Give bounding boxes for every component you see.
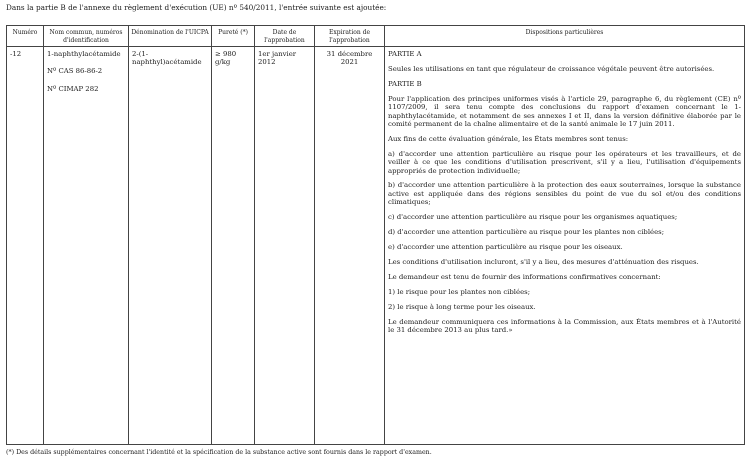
table-row: [7, 47, 745, 445]
provision-item-2: 2) le risque à long terme pour les oiseaux.: [388, 302, 536, 311]
provision-paragraph: Aux fins de cette évaluation générale, les États membres sont tenus:: [388, 134, 629, 143]
cell-numero: -12: [7, 47, 44, 445]
provision-item-c: c) d'accorder une attention particulière au risque pour les organismes aquatiques;: [388, 213, 678, 222]
cell-expiry-date: 31 décembre 2021: [315, 47, 385, 445]
provision-paragraph: Le demandeur communiquera ces informations à la Commission, aux États membres et à l'Autorité le 31 décembre 2013 au plus tard.»: [388, 317, 741, 334]
header-expiry-date: Expiration de l'approbation: [315, 26, 385, 47]
provision-paragraph: Pour l'application des principes uniformes visés à l'article 29, paragraphe 6, du règlement (CE) nº 1107/2009, il sera tenu compte des conclusions du rapport d'examen concernant le 1-naphthylacétamide, et notamment de ses annexes I et II, dans la version définitive élaborée par le comité permanent de la chaîne alimentaire et de la santé animale le 17 juin 2011.: [388, 94, 741, 128]
provision-item-e: e) d'accorder une attention particulière au risque pour les oiseaux.: [388, 243, 623, 251]
intro-text: Dans la partie B de l'annexe du règlement d'exécution (UE) nº 540/2011, l'entrée suivante est ajoutée:: [6, 3, 387, 12]
header-numero: Numéro: [7, 26, 44, 47]
provision-part-b-heading: PARTIE B: [388, 79, 422, 88]
cell-iupac-name: 2-(1-naphthyl)acétamide: [129, 47, 212, 445]
substance-name: 1-naphthylacétamide: [47, 50, 121, 58]
provision-item-a: a) d'accorder une attention particulière au risque pour les opérateurs et les travailleurs, et de veiller à ce que les conditions d'utilisation prescrivent, s'il y a lieu, l'utilisation d'équipements appropriés de protection individuelle;: [388, 149, 741, 175]
provision-paragraph: Seules les utilisations en tant que régulateur de croissance végétale peuvent être autorisées.: [388, 64, 715, 73]
cell-purity: ≥ 980 g/kg: [212, 47, 255, 445]
provision-item-d: d) d'accorder une attention particulière au risque pour les plantes non ciblées;: [388, 228, 665, 237]
provision-paragraph: Les conditions d'utilisation incluront, s'il y a lieu, des mesures d'atténuation des risques.: [388, 257, 699, 266]
header-iupac-name: Dénomination de l'UICPA: [129, 26, 212, 47]
cimap-number: Nº CIMAP 282: [47, 84, 99, 93]
header-purity: Pureté (*): [212, 26, 255, 47]
header-common-name: Nom commun, numéros d'identification: [44, 26, 129, 47]
provision-part-a-heading: PARTIE A: [388, 50, 422, 58]
cell-specific-provisions: [385, 47, 745, 445]
header-approval-date: Date de l'approbation: [255, 26, 315, 47]
table-header-row: [7, 26, 745, 47]
footnote: (*) Des détails supplémentaires concernant l'identité et la spécification de la substance active sont fournis dans le rapport d'examen.: [6, 449, 432, 456]
cell-approval-date: 1er janvier 2012: [255, 47, 315, 445]
annex-table: [6, 25, 744, 445]
provision-item-1: 1) le risque pour les plantes non ciblées;: [388, 287, 531, 296]
provision-item-b: b) d'accorder une attention particulière à la protection des eaux souterraines, lorsque la substance active est appliquée dans des régions sensibles du point de vue du sol et/ou des conditions climatiques;: [388, 181, 741, 207]
cas-number: Nº CAS 86-86-2: [47, 67, 103, 76]
provision-paragraph: Le demandeur est tenu de fournir des informations confirmatives concernant:: [388, 272, 661, 281]
cell-common-name: [44, 47, 129, 445]
header-specific-provisions: Dispositions particulières: [385, 26, 745, 47]
